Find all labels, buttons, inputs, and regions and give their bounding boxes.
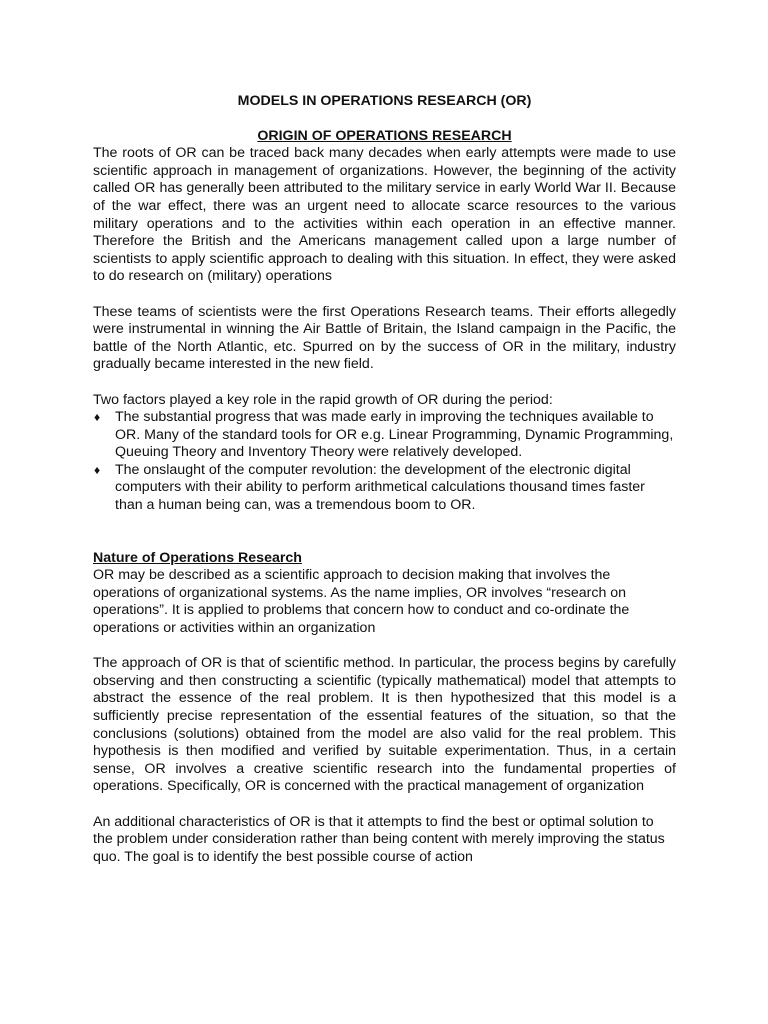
document-title: MODELS IN OPERATIONS RESEARCH (OR) bbox=[237, 93, 532, 109]
factors-intro: Two factors played a key role in the rapid growth of OR during the period: bbox=[93, 391, 553, 408]
nature-paragraph-2: The approach of OR is that of scientific method. In particular, the process begins by carefully observing and then constructing a scientific (typically mathematical) model that attempts to abstract the essence of the real problem. It is then hypothesized that this model is a sufficiently precise representation of the essential features of the situation, so that the conclusions (solutions) obtained from the model are also valid for the real problem. This hypothesis is then modified and verified by suitable experimentation. Thus, in a certain sense, OR involves a creative scientific research into the fundamental properties of operations. Specifically, OR is concerned with the practical management of organization bbox=[93, 655, 676, 795]
nature-paragraph-3: An additional characteristics of OR is that it attempts to find the best or optimal solution to the problem under consideration rather than being content with merely improving the status quo. The goal is to identify the best possible course of action bbox=[93, 813, 665, 865]
nature-heading: Nature of Operations Research bbox=[93, 549, 302, 566]
factors-list bbox=[93, 409, 676, 515]
list-item bbox=[93, 409, 676, 462]
origin-paragraph-2: These teams of scientists were the first Operations Research teams. Their efforts allegedly were instrumental in winning the Air Battle of Britain, the Island campaign in the Pacific, the battle of the North Atlantic, etc. Spurred on by the success of OR in the military, industry gradually became interested in the new field. bbox=[93, 303, 676, 373]
nature-paragraph-1: OR may be described as a scientific approach to decision making that involves the operations of organizational systems. As the name implies, OR involves “research on operations”. It is applied to problems that concern how to conduct and co-ordinate the operations or activities within an organization bbox=[93, 567, 630, 637]
origin-paragraph-1: The roots of OR can be traced back many decades when early attempts were made to use scientific approach in management of organizations. However, the beginning of the activity called OR has generally been attributed to the military service in early World War II. Because of the war effect, there was an urgent need to allocate scarce resources to the various military operations and to the activities within each operation in an effective manner. Therefore the British and the Americans management called upon a large number of scientists to apply scientific approach to dealing with this situation. In effect, they were asked to do research on (military) operations bbox=[93, 145, 676, 285]
factor-text: The substantial progress that was made early in improving the techniques available to OR. Many of the standard tools for OR e.g. Linear Programming, Dynamic Programming, Queuing Theory and Inventory Theory were relatively developed. bbox=[115, 409, 674, 461]
factor-text: The onslaught of the computer revolution: the development of the electronic digital computers with their ability to perform arithmetical calculations thousand times faster than a human being can, was a tremendous boom to OR. bbox=[115, 461, 645, 514]
diamond-bullet-icon: ♦ bbox=[94, 410, 101, 425]
diamond-bullet-icon: ♦ bbox=[94, 462, 101, 477]
document-page bbox=[93, 93, 676, 884]
list-item bbox=[93, 462, 676, 515]
origin-heading: ORIGIN OF OPERATIONS RESEARCH bbox=[257, 127, 512, 144]
